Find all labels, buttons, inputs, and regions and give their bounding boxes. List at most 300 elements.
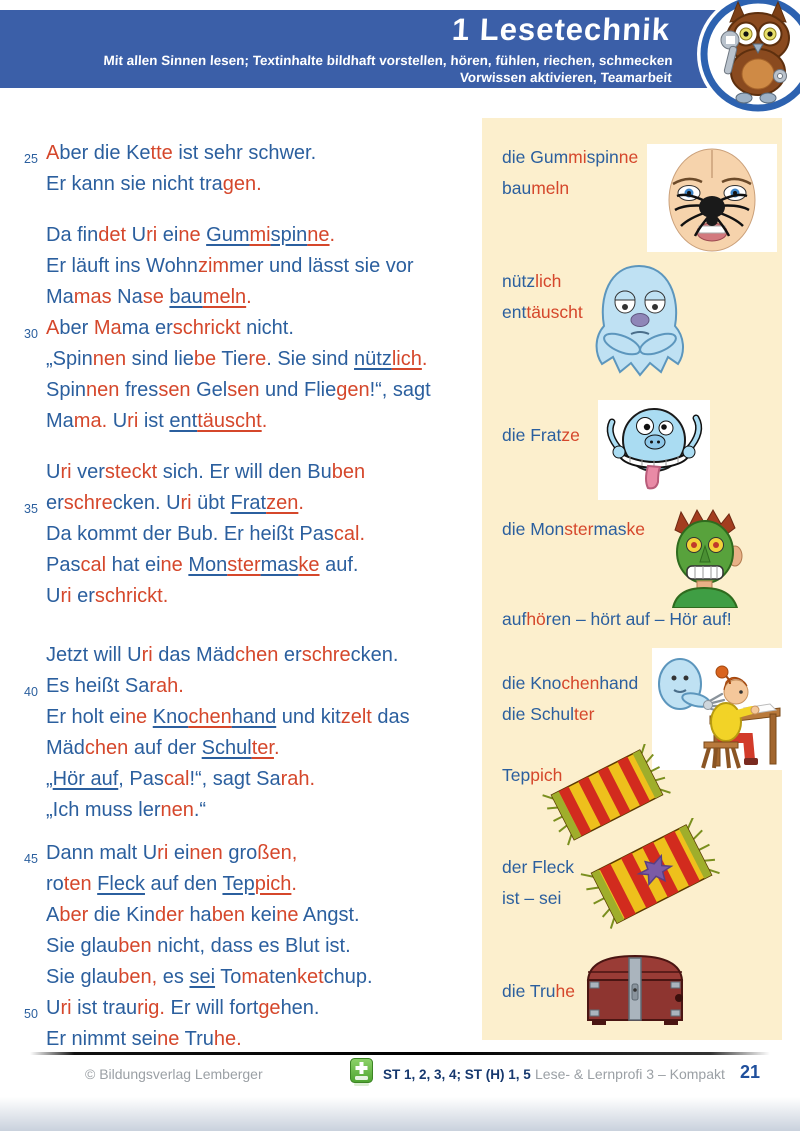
- syllable-segment: .: [273, 737, 280, 759]
- syllable-segment: Schul: [530, 704, 574, 724]
- story-line: [24, 550, 480, 581]
- syllable-segment: ke: [298, 554, 320, 576]
- vocab-line: [502, 976, 575, 1007]
- gummispinne-illustration: [647, 144, 777, 252]
- syllable-segment: ri: [60, 461, 72, 483]
- syllable-segment: er: [283, 644, 302, 666]
- syllable-segment: die: [502, 147, 531, 167]
- story-line: [24, 519, 480, 550]
- syllable-segment: spin: [270, 224, 308, 246]
- syllable-segment: Jetzt will: [46, 644, 128, 666]
- line-number: 40: [24, 685, 38, 699]
- syllable-segment: ei: [144, 554, 161, 576]
- syllable-segment: Fleck: [97, 873, 145, 895]
- syllable-segment: To: [220, 966, 242, 988]
- syllable-segment: ne: [307, 224, 330, 246]
- story-line: [24, 406, 480, 437]
- header-subtitle: [102, 52, 673, 86]
- syllable-segment: gro: [228, 842, 258, 864]
- syllable-segment: trau: [102, 997, 138, 1019]
- syllable-segment: kei: [250, 904, 277, 926]
- syllable-segment: Wohn: [146, 255, 198, 277]
- syllable-segment: ent: [502, 302, 527, 322]
- story-line: [24, 220, 480, 251]
- syllable-segment: Mäd: [46, 737, 85, 759]
- vocabulary-panel: [482, 118, 782, 1040]
- syllable-segment: Sa: [256, 768, 281, 790]
- fleck-teppich-illustration: [577, 818, 727, 933]
- syllable-segment: „: [46, 768, 53, 790]
- syllable-segment: cal: [80, 554, 107, 576]
- syllable-segment: hand: [599, 673, 639, 693]
- syllable-segment: chen: [188, 706, 232, 728]
- syllable-segment: ter: [251, 737, 274, 759]
- story-line: [24, 457, 480, 488]
- syllable-segment: schrickt: [172, 317, 241, 339]
- story-line: [24, 313, 480, 344]
- syllable-segment: Er holt: [46, 706, 110, 728]
- syllable-segment: mas: [73, 286, 112, 308]
- vocab-label-knochenhand: [502, 668, 638, 730]
- story-line: [24, 900, 480, 931]
- syllable-segment: er: [46, 492, 64, 514]
- line-number: 35: [24, 502, 38, 516]
- syllable-segment: ben,: [118, 966, 158, 988]
- syllable-segment: und: [276, 706, 321, 728]
- syllable-segment: nen: [189, 842, 223, 864]
- vocab-line: [502, 883, 574, 914]
- syllable-segment: auf der: [128, 737, 202, 759]
- syllable-segment: kit: [320, 706, 341, 728]
- syllable-segment: Da: [46, 224, 78, 246]
- syllable-segment: ri: [60, 997, 72, 1019]
- syllable-segment: hen.: [280, 997, 320, 1019]
- syllable-segment: die: [502, 673, 531, 693]
- syllable-segment: ber: [59, 142, 89, 164]
- story-line: [24, 251, 480, 282]
- syllable-segment: ei: [162, 224, 179, 246]
- syllable-segment: fort: [229, 997, 259, 1019]
- syllable-segment: det: [98, 224, 127, 246]
- syllable-segment: hö: [526, 609, 546, 629]
- syllable-segment: .“: [193, 799, 207, 821]
- syllable-segment: – hört auf – Hör auf!: [571, 609, 732, 629]
- syllable-segment: he: [555, 981, 575, 1001]
- syllable-segment: Frat: [530, 425, 562, 445]
- vocab-line: [502, 173, 638, 204]
- line-number: 30: [24, 327, 38, 341]
- vocab-line: [502, 420, 580, 451]
- syllable-segment: auf: [502, 609, 527, 629]
- page-shadow-line: [30, 1052, 770, 1055]
- vocab-label-truhe: [502, 976, 575, 1007]
- syllable-segment: sei: [189, 966, 216, 988]
- syllable-segment: Frat: [230, 492, 267, 514]
- syllable-segment: Bu: [307, 461, 332, 483]
- syllable-segment: .: [421, 348, 428, 370]
- syllable-segment: Es heißt: [46, 675, 125, 697]
- syllable-segment: sich. Er will den: [157, 461, 308, 483]
- syllable-segment: und lässt sie vor: [263, 255, 414, 277]
- syllable-segment: ßen,: [257, 842, 298, 864]
- fratze-illustration: [598, 400, 710, 500]
- vocab-label-fleck: [502, 852, 574, 914]
- header-subtitle-line1: Mit allen Sinnen lesen; Textinhalte bildhaft vorstellen, hören, fühlen, riechen, schmecken: [102, 53, 673, 68]
- syllable-segment: ber: [59, 904, 89, 926]
- story-line: [24, 764, 480, 795]
- vocab-line: [502, 668, 638, 699]
- syllable-segment: Mäd: [196, 644, 235, 666]
- syllable-segment: ben: [331, 461, 366, 483]
- syllable-segment: lich: [391, 348, 422, 370]
- truhe-illustration: [580, 950, 690, 1028]
- vocab-line: [502, 514, 645, 545]
- syllable-segment: ber: [59, 317, 89, 339]
- syllable-segment: .: [261, 410, 268, 432]
- syllable-segment: pich: [254, 873, 292, 895]
- syllable-segment: rah.: [149, 675, 184, 697]
- story-line: [24, 344, 480, 375]
- vocab-label-monstermaske: [502, 514, 645, 545]
- copyright: © Bildungsverlag Lemberger: [85, 1066, 263, 1082]
- syllable-segment: nen: [160, 799, 194, 821]
- syllable-segment: U: [46, 585, 61, 607]
- syllable-segment: er: [154, 317, 173, 339]
- syllable-segment: Na: [117, 286, 143, 308]
- syllable-segment: sen: [227, 379, 260, 401]
- syllable-segment: .: [298, 492, 304, 514]
- vocab-line: [502, 604, 732, 635]
- syllable-segment: tte: [150, 142, 173, 164]
- syllable-segment: meln: [202, 286, 247, 308]
- syllable-segment: Pas: [129, 768, 164, 790]
- syllable-segment: mer: [229, 255, 264, 277]
- syllable-segment: ma.: [73, 410, 108, 432]
- syllable-segment: se: [142, 286, 164, 308]
- syllable-segment: auf.: [319, 554, 359, 576]
- story-line: [24, 931, 480, 962]
- syllable-segment: die: [502, 519, 531, 539]
- syllable-segment: das: [152, 644, 197, 666]
- syllable-segment: ten: [63, 873, 92, 895]
- syllable-segment: . Sie sind: [266, 348, 355, 370]
- syllable-segment: !“, sagt: [369, 379, 431, 401]
- syllable-segment: lich: [535, 271, 562, 291]
- syllable-segment: U: [166, 492, 181, 514]
- syllable-segment: rig.: [137, 997, 165, 1019]
- syllable-segment: die: [502, 425, 531, 445]
- syllable-segment: nen: [86, 379, 120, 401]
- story-line: [24, 962, 480, 993]
- syllable-segment: schrickt.: [94, 585, 169, 607]
- story-text: [24, 138, 480, 1055]
- syllable-segment: die: [502, 704, 531, 724]
- syllable-segment: der: [154, 904, 184, 926]
- syllable-segment: glau: [80, 935, 119, 957]
- syllable-segment: Da kommt der Bub. Er heißt: [46, 523, 300, 545]
- syllable-segment: Ke: [126, 142, 151, 164]
- syllable-segment: ben: [118, 935, 152, 957]
- syllable-segment: ro: [46, 873, 64, 895]
- syllable-segment: Ma: [46, 286, 74, 308]
- syllable-segment: nütz: [502, 271, 536, 291]
- syllable-segment: ne: [178, 224, 201, 246]
- syllable-segment: schre: [301, 644, 351, 666]
- syllable-segment: re: [248, 348, 267, 370]
- syllable-segment: ri: [141, 644, 153, 666]
- story-line: [24, 375, 480, 406]
- line-number: 50: [24, 1007, 38, 1021]
- syllable-segment: ist: [71, 997, 103, 1019]
- syllable-segment: ent: [169, 410, 198, 432]
- syllable-segment: Hör auf: [52, 768, 119, 790]
- syllable-segment: chen: [234, 644, 279, 666]
- syllable-segment: Sie: [46, 966, 81, 988]
- syllable-segment: ze: [561, 425, 580, 445]
- syllable-segment: A: [46, 317, 60, 339]
- syllable-segment: Er will: [164, 997, 230, 1019]
- syllable-segment: „: [46, 348, 53, 370]
- syllable-segment: U: [112, 410, 128, 432]
- syllable-segment: übt: [191, 492, 231, 514]
- syllable-segment: es: [157, 966, 190, 988]
- syllable-segment: täuscht: [197, 410, 262, 432]
- vocab-label-nuetzlich: [502, 266, 583, 328]
- syllable-segment: Gum: [530, 147, 569, 167]
- syllable-segment: ma: [241, 966, 270, 988]
- syllable-segment: ,: [118, 768, 130, 790]
- syllable-segment: täuscht: [526, 302, 583, 322]
- syllable-segment: gen.: [222, 173, 262, 195]
- syllable-segment: Pas: [46, 554, 81, 576]
- syllable-segment: Sie: [46, 935, 81, 957]
- syllable-segment: cken.: [350, 644, 399, 666]
- syllable-segment: ist – sei: [502, 888, 562, 908]
- syllable-segment: chup.: [323, 966, 373, 988]
- syllable-segment: cal: [163, 768, 190, 790]
- story-line: [24, 282, 480, 313]
- syllable-segment: Tru: [184, 1028, 214, 1050]
- syllable-segment: ma: [121, 317, 150, 339]
- book-title: Lese- & Lernprofi 3 – Kompakt: [535, 1066, 725, 1082]
- syllable-segment: lie: [173, 348, 194, 370]
- syllable-segment: ver: [77, 461, 105, 483]
- syllable-segment: chen: [84, 737, 129, 759]
- syllable-segment: zim: [197, 255, 230, 277]
- syllable-segment: pich: [530, 765, 563, 785]
- vocab-label-fratze: [502, 420, 580, 451]
- line-number: 25: [24, 152, 38, 166]
- syllable-segment: Er kann sie nicht: [46, 173, 200, 195]
- syllable-segment: ist sehr schwer.: [172, 142, 317, 164]
- syllable-segment: meln: [531, 178, 570, 198]
- enttaeuscht-ghost-illustration: [577, 260, 702, 382]
- syllable-segment: Ma: [93, 317, 122, 339]
- chapter-title: 1 Lesetechnik: [451, 12, 671, 47]
- syllable-segment: tra: [199, 173, 223, 195]
- syllable-segment: schre: [63, 492, 113, 514]
- syllable-segment: die: [502, 981, 530, 1001]
- syllable-segment: Kno: [152, 706, 189, 728]
- syllable-segment: Tru: [529, 981, 556, 1001]
- syllable-segment: U: [142, 842, 158, 864]
- syllable-segment: ben: [211, 904, 246, 926]
- syllable-segment: er: [77, 585, 95, 607]
- standards-text: ST 1, 2, 3, 4; ST (H) 1, 5: [383, 1067, 531, 1082]
- syllable-segment: zelt: [340, 706, 372, 728]
- page-number: 21: [740, 1062, 761, 1082]
- story-line: [24, 838, 480, 869]
- syllable-segment: spin: [586, 147, 619, 167]
- vocab-line: [502, 852, 574, 883]
- syllable-segment: ha: [189, 904, 212, 926]
- story-line: [24, 581, 480, 612]
- syllable-segment: und: [259, 379, 304, 401]
- syllable-segment: ne: [124, 706, 148, 728]
- syllable-segment: mas: [260, 554, 299, 576]
- story-line: [24, 702, 480, 733]
- syllable-segment: sei: [131, 1028, 158, 1050]
- vocab-line: [502, 142, 638, 173]
- syllable-segment: steckt: [104, 461, 158, 483]
- syllable-segment: Sa: [124, 675, 150, 697]
- owl-mascot-icon: [696, 0, 800, 116]
- story-line: [24, 1024, 480, 1055]
- syllable-segment: sind: [126, 348, 174, 370]
- syllable-segment: ne: [157, 1028, 180, 1050]
- syllable-segment: U: [131, 224, 147, 246]
- syllable-segment: zen: [266, 492, 299, 514]
- syllable-segment: he.: [213, 1028, 242, 1050]
- syllable-segment: Tie: [221, 348, 249, 370]
- syllable-segment: Angst.: [298, 904, 360, 926]
- syllable-segment: gen: [336, 379, 370, 401]
- plus-badge-icon: [350, 1058, 373, 1087]
- syllable-segment: mi: [568, 147, 587, 167]
- syllable-segment: Er läuft ins: [46, 255, 147, 277]
- vocab-label-gummispinne: [502, 142, 638, 204]
- syllable-segment: bau: [169, 286, 203, 308]
- story-line: [24, 138, 480, 169]
- syllable-segment: hat: [106, 554, 145, 576]
- syllable-segment: U: [46, 997, 61, 1019]
- story-line: [24, 169, 480, 200]
- story-line: [24, 488, 480, 519]
- syllable-segment: Tep: [502, 765, 531, 785]
- syllable-segment: ri: [180, 492, 192, 514]
- story-line: [24, 869, 480, 900]
- syllable-segment: bau: [502, 178, 532, 198]
- syllable-segment: ne: [276, 904, 299, 926]
- syllable-segment: ei: [109, 706, 125, 728]
- syllable-segment: ge: [258, 997, 281, 1019]
- story-line: [24, 795, 480, 826]
- syllable-segment: ri: [127, 410, 139, 432]
- syllable-segment: nen: [92, 348, 127, 370]
- syllable-segment: mi: [249, 224, 271, 246]
- syllable-segment: ren: [545, 609, 572, 629]
- syllable-segment: be: [193, 348, 217, 370]
- syllable-segment: ter: [574, 704, 595, 724]
- syllable-segment: Ma: [46, 410, 74, 432]
- vocab-label-aufhoeren: [502, 604, 732, 635]
- syllable-segment: .: [329, 224, 336, 246]
- story-line: [24, 993, 480, 1024]
- syllable-segment: ster: [564, 519, 594, 539]
- line-number: 45: [24, 852, 38, 866]
- syllable-segment: „Ich muss: [46, 799, 139, 821]
- syllable-segment: ri: [157, 842, 169, 864]
- syllable-segment: ist: [138, 410, 170, 432]
- syllable-segment: Kin: [126, 904, 155, 926]
- syllable-segment: .: [246, 286, 252, 308]
- syllable-segment: U: [127, 644, 142, 666]
- page-bottom-shading: [0, 1097, 800, 1131]
- syllable-segment: Kno: [530, 673, 562, 693]
- syllable-segment: ne: [618, 147, 639, 167]
- syllable-segment: !“, sagt: [189, 768, 257, 790]
- syllable-segment: Flie: [303, 379, 337, 401]
- syllable-segment: das: [371, 706, 410, 728]
- syllable-segment: sen: [158, 379, 191, 401]
- syllable-segment: cal.: [333, 523, 366, 545]
- syllable-segment: cken.: [112, 492, 167, 514]
- syllable-segment: hand: [231, 706, 277, 728]
- syllable-segment: auf den: [144, 873, 223, 895]
- syllable-segment: Gum: [206, 224, 250, 246]
- syllable-segment: nicht.: [240, 317, 294, 339]
- syllable-segment: Gel: [196, 379, 228, 401]
- syllable-segment: ler: [138, 799, 161, 821]
- syllable-segment: glau: [80, 966, 119, 988]
- vocab-line: [502, 266, 583, 297]
- syllable-segment: A: [46, 904, 60, 926]
- syllable-segment: A: [46, 142, 60, 164]
- syllable-segment: nütz: [354, 348, 392, 370]
- vocab-line: [502, 699, 638, 730]
- syllable-segment: Dann malt: [46, 842, 143, 864]
- syllable-segment: nicht, dass es Blut ist.: [151, 935, 351, 957]
- syllable-segment: ke: [626, 519, 645, 539]
- syllable-segment: U: [46, 461, 61, 483]
- syllable-segment: ket: [296, 966, 324, 988]
- syllable-segment: ten: [269, 966, 297, 988]
- syllable-segment: Pas: [299, 523, 334, 545]
- syllable-segment: ri: [146, 224, 158, 246]
- syllable-segment: Er nimmt: [46, 1028, 132, 1050]
- syllable-segment: ei: [173, 842, 190, 864]
- syllable-segment: Mon: [188, 554, 228, 576]
- vocab-line: [502, 297, 583, 328]
- syllable-segment: ne: [160, 554, 183, 576]
- syllable-segment: chen: [561, 673, 600, 693]
- syllable-segment: der Fleck: [502, 857, 574, 877]
- syllable-segment: mas: [593, 519, 627, 539]
- syllable-segment: fres: [124, 379, 159, 401]
- syllable-segment: fin: [77, 224, 99, 246]
- story-line: [24, 640, 480, 671]
- story-line: [24, 671, 480, 702]
- syllable-segment: ster: [227, 554, 261, 576]
- syllable-segment: Spin: [46, 379, 87, 401]
- syllable-segment: die: [88, 904, 127, 926]
- syllable-segment: rah.: [280, 768, 316, 790]
- syllable-segment: Schul: [201, 737, 252, 759]
- story-line: [24, 733, 480, 764]
- header-subtitle-line2: Vorwissen aktivieren, Teamarbeit: [459, 70, 672, 85]
- syllable-segment: .: [291, 873, 297, 895]
- syllable-segment: Tep: [222, 873, 255, 895]
